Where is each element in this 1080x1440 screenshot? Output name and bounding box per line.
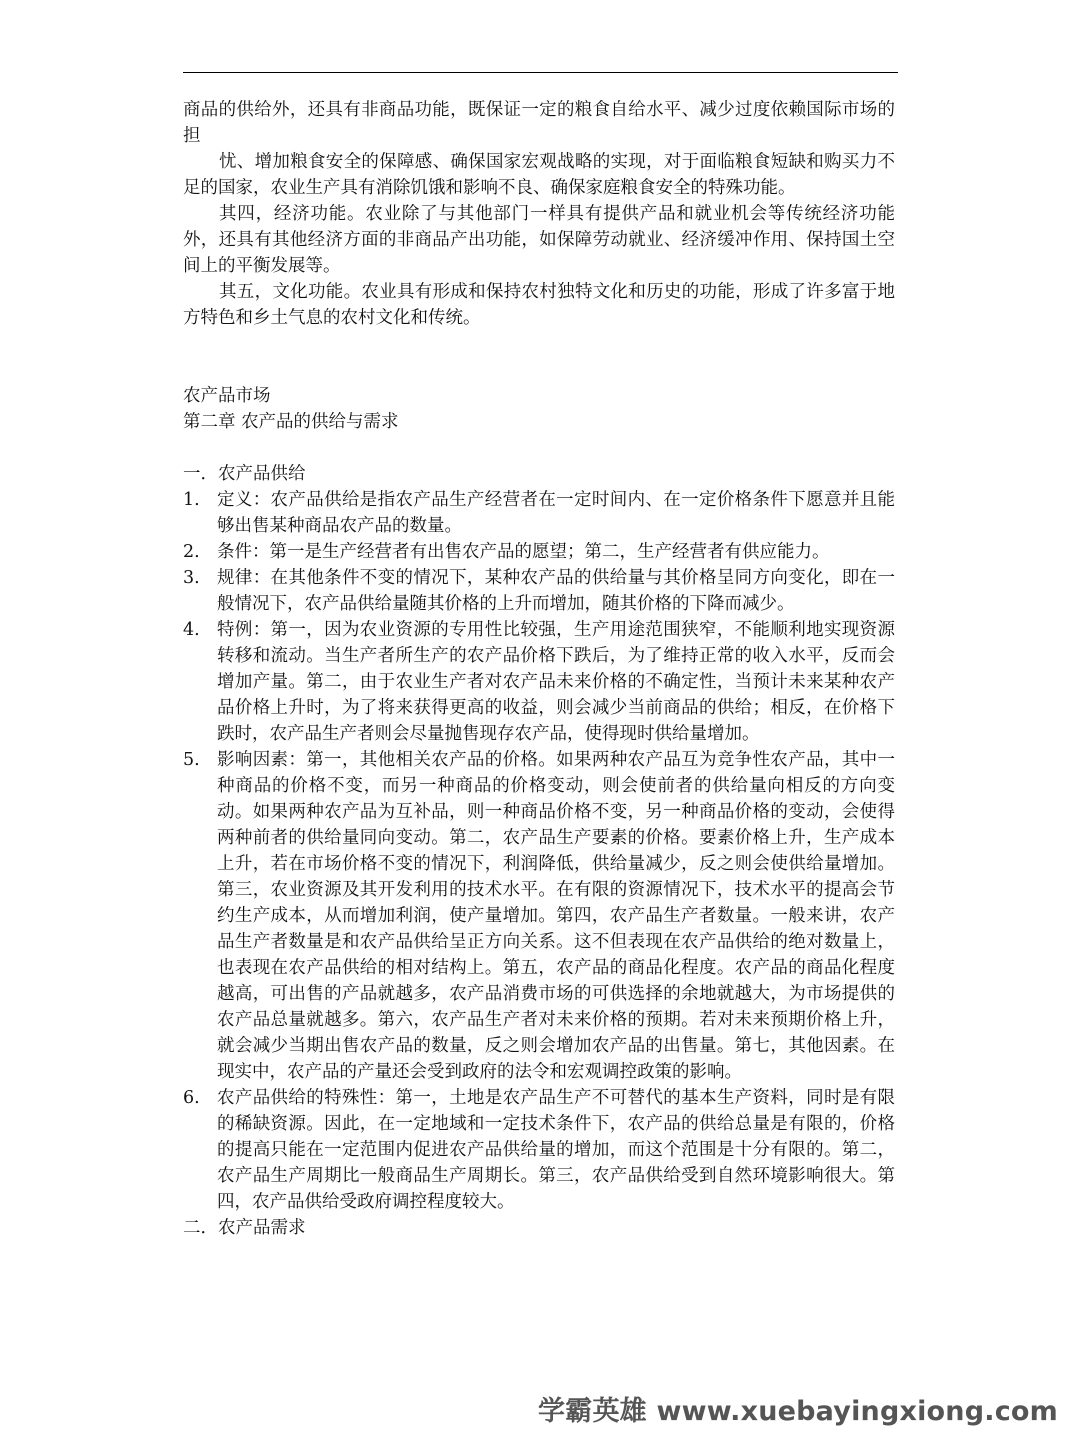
header-rule: [183, 72, 898, 73]
paragraph: 忧、增加粮食安全的保障感、确保国家宏观战略的实现，对于面临粮食短缺和购买力不足的国家，农业生产具有消除饥饿和影响不良、确保家庭粮食安全的特殊功能。: [183, 152, 895, 198]
list-item: [183, 1085, 895, 1215]
paragraph: 其五，文化功能。农业具有形成和保持农村独特文化和历史的功能，形成了许多富于地方特色和乡土气息的农村文化和传统。: [183, 282, 895, 328]
list-number: 4.: [183, 620, 200, 640]
paragraph: 商品的供给外，还具有非商品功能，既保证一定的粮食自给水平、减少过度依赖国际市场的担: [183, 100, 895, 146]
list-item: [183, 747, 895, 1085]
list-item-text: 条件：第一是生产经营者有出售农产品的愿望；第二，生产经营者有供应能力。: [217, 542, 830, 562]
list-item: [183, 539, 895, 565]
list-number: 6.: [183, 1088, 200, 1108]
blank-line: [183, 435, 895, 461]
heading-demand: 二．农产品需求: [183, 1218, 306, 1238]
supply-list: [183, 487, 895, 1215]
list-item: [183, 617, 895, 747]
chapter-title: 第二章 农产品的供给与需求: [183, 412, 399, 432]
blank-line: [183, 357, 895, 383]
list-item-text: 特例：第一，因为农业资源的专用性比较强，生产用途范围狭窄，不能顺利地实现资源转移和流动。当生产者所生产的农产品价格下跌后，为了维持正常的收入水平，反而会增加产量。第二，由于农业生产者对农产品未来价格的不确定性，当预计未来某种农产品价格上升时，为了将来获得更高的收益，则会减少当前商品的供给；相反，在价格下跌时，农产品生产者则会尽量抛售现存农产品，使得现时供给量增加。: [217, 620, 895, 744]
list-number: 3.: [183, 568, 200, 588]
watermark: 学霸英雄 www.xuebayingxiong.com: [538, 1396, 1058, 1427]
list-item-text: 规律：在其他条件不变的情况下，某种农产品的供给量与其价格呈同方向变化，即在一般情况下，农产品供给量随其价格的上升而增加，随其价格的下降而减少。: [217, 568, 895, 614]
list-item-text: 影响因素：第一，其他相关农产品的价格。如果两种农产品互为竞争性农产品，其中一种商品的价格不变，而另一种商品的价格变动，则会使前者的供给量向相反的方向变动。如果两种农产品为互补品，则一种商品价格不变，另一种商品价格的变动，会使得两种前者的供给量同向变动。第二，农产品生产要素的价格。要素价格上升，生产成本上升，若在市场价格不变的情况下，利润降低，供给量减少，反之则会使供给量增加。第三，农业资源及其开发利用的技术水平。在有限的资源情况下，技术水平的提高会节约生产成本，从而增加利润，使产量增加。第四，农产品生产者数量。一般来讲，农产品生产者数量是和农产品供给呈正方向关系。这不但表现在农产品供给的绝对数量上，也表现在农产品供给的相对结构上。第五，农产品的商品化程度。农产品的商品化程度越高，可出售的产品就越多，农产品消费市场的可供选择的余地就越大，为市场提供的农产品总量就越多。第六，农产品生产者对未来价格的预期。若对未来预期价格上升，就会减少当期出售农产品的数量，反之则会增加农产品的出售量。第七，其他因素。在现实中，农产品的产量还会受到政府的法令和宏观调控政策的影响。: [217, 750, 895, 1082]
list-number: 1.: [183, 490, 200, 510]
list-number: 5.: [183, 750, 200, 770]
list-item-text: 定义：农产品供给是指农产品生产经营者在一定时间内、在一定价格条件下愿意并且能够出售某种商品农产品的数量。: [217, 490, 895, 536]
paragraph: 其四，经济功能。农业除了与其他部门一样具有提供产品和就业机会等传统经济功能外，还具有其他经济方面的非商品产出功能，如保障劳动就业、经济缓冲作用、保持国土空间上的平衡发展等。: [183, 204, 895, 276]
blank-line: [183, 331, 895, 357]
list-number: 2.: [183, 542, 200, 562]
list-item-text: 农产品供给的特殊性：第一，土地是农产品生产不可替代的基本生产资料，同时是有限的稀缺资源。因此，在一定地域和一定技术条件下，农产品的供给总量是有限的，价格的提高只能在一定范围内促进农产品供给量的增加，而这个范围是十分有限的。第二，农产品生产周期比一般商品生产周期长。第三，农产品供给受到自然环境影响很大。第四，农产品供给受政府调控程度较大。: [217, 1088, 895, 1212]
list-item: [183, 565, 895, 617]
heading-supply: 一．农产品供给: [183, 464, 306, 484]
section-title: 农产品市场: [183, 386, 271, 406]
list-item: [183, 487, 895, 539]
document-body: [183, 97, 895, 1241]
